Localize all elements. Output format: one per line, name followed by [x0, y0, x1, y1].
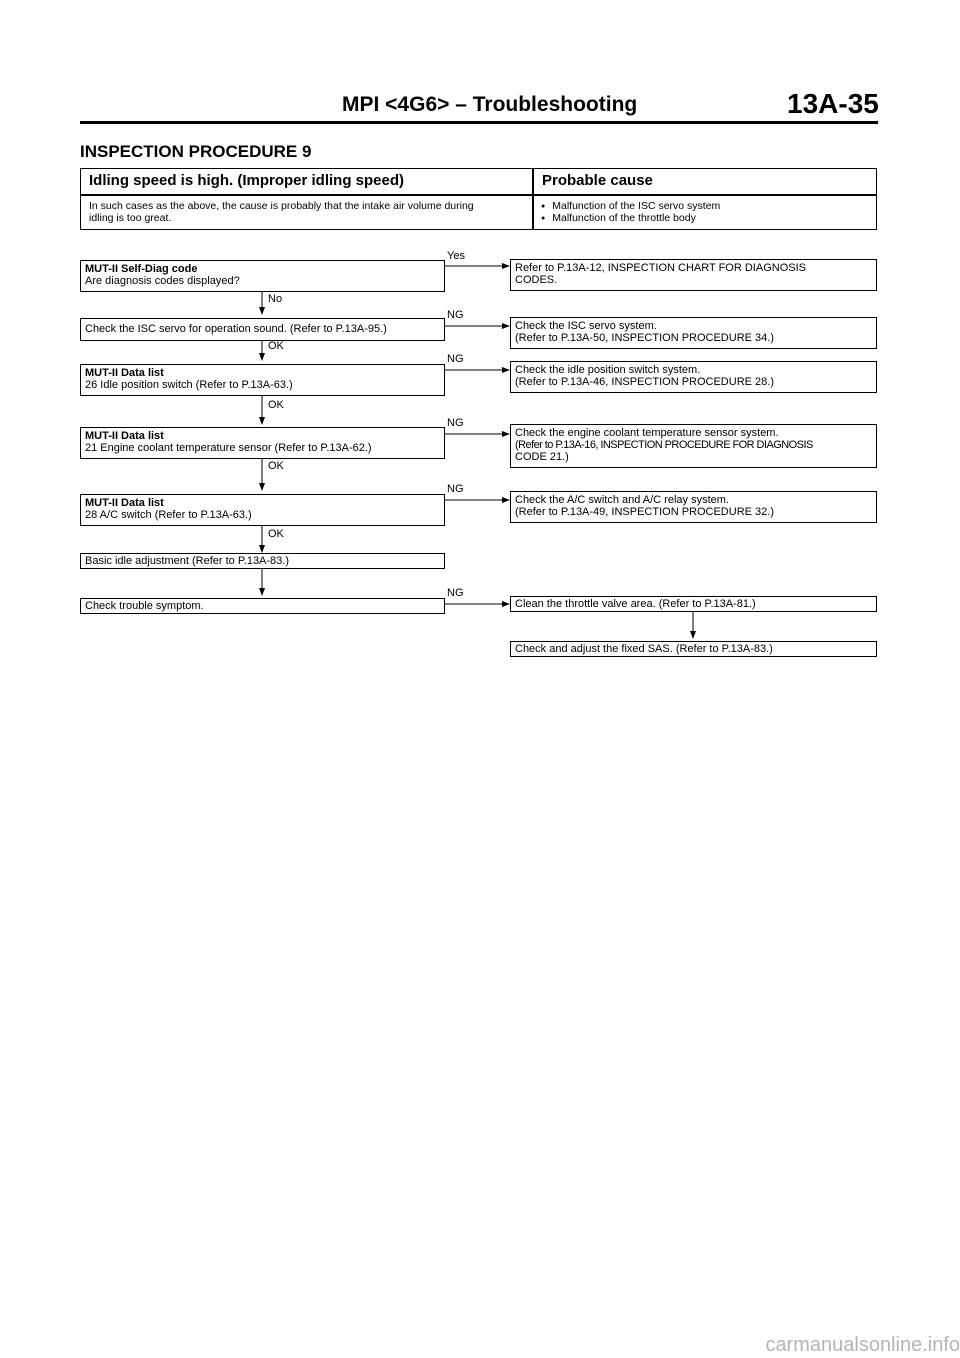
result-line: CODES. — [515, 274, 558, 286]
step-title: MUT-II Self-Diag code — [85, 263, 198, 275]
branch-label-ng: NG — [447, 587, 464, 599]
step-ac-switch — [80, 494, 445, 526]
step-text: 28 A/C switch (Refer to P.13A-63.) — [85, 509, 252, 521]
step-title: MUT-II Data list — [85, 430, 164, 442]
step-text: 26 Idle position switch (Refer to P.13A-63.) — [85, 379, 293, 391]
footer-watermark: carmanualsonline.info — [765, 1334, 960, 1356]
step-self-diag-code — [80, 260, 445, 292]
step-text: Are diagnosis codes displayed? — [85, 275, 240, 287]
result-ac-relay-system — [510, 491, 877, 523]
result-adjust-fixed-sas — [510, 641, 877, 657]
step-isc-servo-sound — [80, 318, 445, 341]
page-number: 13A-35 — [787, 88, 879, 119]
branch-label-ok: OK — [268, 340, 284, 352]
result-line: CODE 21.) — [515, 451, 569, 463]
branch-label-ok: OK — [268, 399, 284, 411]
cause-item: ● Malfunction of the ISC servo system — [541, 200, 720, 213]
step-idle-position-switch — [80, 364, 445, 396]
branch-label-ok: OK — [268, 460, 284, 472]
result-line: Clean the throttle valve area. (Refer to P.13A-81.) — [515, 598, 756, 610]
branch-label-ng: NG — [447, 417, 464, 429]
result-line: (Refer to P.13A-16, INSPECTION PROCEDURE FOR DIAGNOSIS — [515, 439, 813, 451]
cause-header: Probable cause — [542, 172, 653, 189]
branch-label-no: No — [268, 293, 283, 305]
symptom-description-line1: In such cases as the above, the cause is probably that the intake air volume during — [89, 200, 474, 212]
step-check-trouble-symptom — [80, 598, 445, 614]
step-coolant-temp-sensor — [80, 427, 445, 459]
result-coolant-temp-sensor-system — [510, 424, 877, 468]
symptom-header: Idling speed is high. (Improper idling speed) — [89, 172, 405, 189]
step-text: Basic idle adjustment (Refer to P.13A-83.) — [85, 555, 290, 567]
result-line: Check the ISC servo system. — [515, 320, 657, 332]
branch-label-yes: Yes — [447, 250, 465, 262]
result-line: Check the A/C switch and A/C relay system. — [515, 494, 729, 506]
branch-label-ng: NG — [447, 353, 464, 365]
step-title: MUT-II Data list — [85, 497, 164, 509]
branch-label-ng: NG — [447, 309, 464, 321]
cause-item: ● Malfunction of the throttle body — [541, 212, 696, 225]
result-isc-servo-system — [510, 317, 877, 349]
result-diagnosis-chart — [510, 259, 877, 291]
step-text: 21 Engine coolant temperature sensor (Refer to P.13A-62.) — [85, 442, 372, 454]
symptom-description-line2: idling is too great. — [89, 212, 172, 224]
branch-label-ok: OK — [268, 528, 284, 540]
result-line: Check the idle position switch system. — [515, 364, 701, 376]
result-line: Check and adjust the fixed SAS. (Refer to P.13A-83.) — [515, 643, 773, 655]
step-text: Check the ISC servo for operation sound. (Refer to P.13A-95.) — [85, 323, 387, 335]
step-basic-idle-adjustment — [80, 553, 445, 569]
result-line: Refer to P.13A-12, INSPECTION CHART FOR DIAGNOSIS — [515, 262, 806, 274]
result-clean-throttle-valve — [510, 596, 877, 612]
result-line: (Refer to P.13A-46, INSPECTION PROCEDURE 28.) — [515, 376, 774, 388]
result-line: (Refer to P.13A-49, INSPECTION PROCEDURE 32.) — [515, 506, 774, 518]
result-line: (Refer to P.13A-50, INSPECTION PROCEDURE 34.) — [515, 332, 774, 344]
page-header-title: MPI <4G6> – Troubleshooting — [342, 93, 638, 116]
procedure-title: INSPECTION PROCEDURE 9 — [80, 142, 312, 161]
result-idle-position-switch-system — [510, 361, 877, 393]
branch-label-ng: NG — [447, 483, 464, 495]
step-text: Check trouble symptom. — [85, 600, 204, 612]
result-line: Check the engine coolant temperature sensor system. — [515, 427, 779, 439]
step-title: MUT-II Data list — [85, 367, 164, 379]
